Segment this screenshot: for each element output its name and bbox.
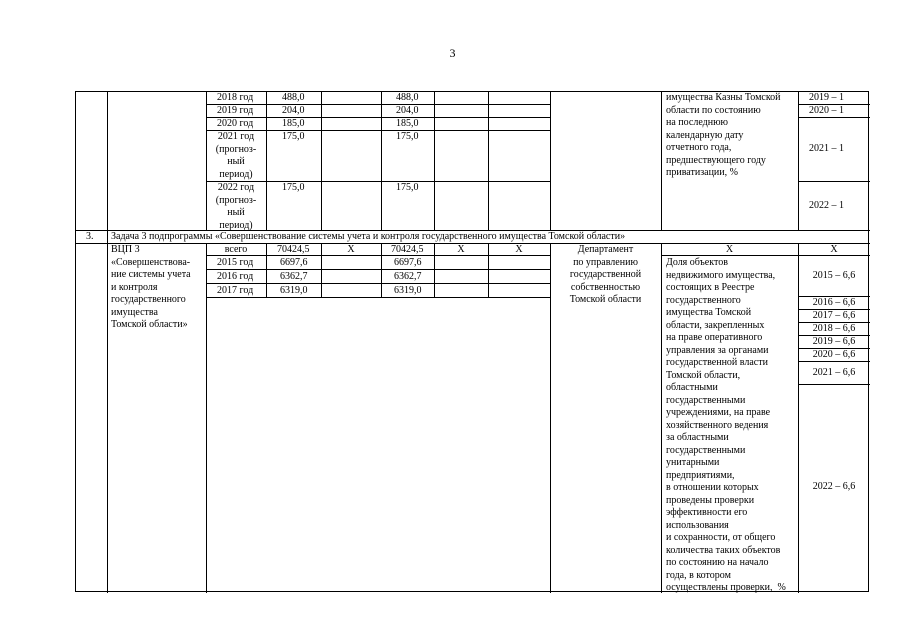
grid-line [798, 384, 870, 385]
task-title: Задача 3 подпрограммы «Совершенствование системы учета и контроля государственного имущества Томской области» [111, 231, 626, 242]
amount-total: 175,0 [282, 131, 305, 142]
amount-federal: Х [347, 244, 355, 255]
year-cell: 2019 год [217, 105, 254, 116]
program-name: ВЦП 3 «Совершенствова- ние системы учета и контроля государственного имущества Томской области» [111, 244, 191, 330]
grid-line [550, 92, 551, 231]
amount-total: 488,0 [282, 92, 305, 103]
grid-line [266, 92, 267, 231]
amount-total: 6697,6 [280, 257, 308, 268]
grid-line [381, 92, 382, 231]
grid-line [266, 243, 267, 298]
program-table [75, 91, 869, 592]
target-value: 2018 – 6,6 [812, 323, 856, 334]
grid-line [321, 92, 322, 231]
amount-regional: 175,0 [396, 182, 419, 193]
task-number: 3. [86, 231, 94, 242]
target-value: 2015 – 6,6 [812, 270, 856, 281]
amount-total: 204,0 [282, 105, 305, 116]
grid-line [206, 283, 550, 284]
year-cell: 2016 год [217, 271, 254, 282]
target-value: 2020 – 6,6 [812, 349, 856, 360]
page-number: 3 [449, 46, 456, 60]
indicator-head: Х [725, 244, 734, 255]
grid-line [798, 181, 870, 182]
target-value: 2021 – 1 [809, 143, 844, 154]
year-cell: 2020 год [217, 118, 254, 129]
amount-total: 6362,7 [280, 271, 308, 282]
grid-line [107, 92, 108, 593]
amount-other: Х [515, 244, 523, 255]
amount-regional: 70424,5 [391, 244, 424, 255]
target-value: 2020 – 1 [809, 105, 844, 116]
values-head: Х [830, 244, 838, 255]
grid-line [661, 92, 662, 231]
executor-name: Департамент по управлению государственной собственностью Томской области [569, 244, 642, 305]
grid-line [798, 92, 799, 231]
grid-line [488, 92, 489, 231]
year-cell: 2017 год [217, 285, 254, 296]
amount-regional: 204,0 [396, 105, 419, 116]
grid-line [434, 92, 435, 231]
grid-line [206, 243, 207, 593]
indicator-text: Доля объектов недвижимого имущества, состоящих в Реестре государственного имущества Томской области, закрепленных на праве оперативного управления за органами государственной власти Томской области, областными государственными учреждениями, на праве хозяйственного ведения за областными государственными унитарными предприятиями, в отношении которых проведены проверки эффективности его использования и сохранности, от общего количества таких объектов по состоянию на начало года, в котором осуществлены проверки, % [666, 257, 786, 593]
year-cell: 2021 год (прогноз- ный период) [215, 131, 257, 180]
amount-total: 70424,5 [277, 244, 310, 255]
grid-line [381, 243, 382, 298]
target-value: 2019 – 6,6 [812, 336, 856, 347]
target-value: 2019 – 1 [809, 92, 844, 103]
indicator-text: имущества Казны Томской области по состоянию на последнюю календарную дату отчетного года, предшествующего году приватизации, % [666, 92, 781, 178]
amount-regional: 175,0 [396, 131, 419, 142]
amount-local: Х [457, 244, 465, 255]
year-cell: 2022 год (прогноз- ный период) [215, 182, 257, 231]
amount-regional: 6319,0 [394, 285, 422, 296]
amount-total: 6319,0 [280, 285, 308, 296]
grid-line [206, 297, 550, 298]
amount-total: 185,0 [282, 118, 305, 129]
year-cell: 2015 год [217, 257, 254, 268]
target-value: 2017 – 6,6 [812, 310, 856, 321]
target-value: 2022 – 1 [809, 200, 844, 211]
amount-total: 175,0 [282, 182, 305, 193]
target-value: 2016 – 6,6 [812, 297, 856, 308]
target-value: 2021 – 6,6 [812, 367, 856, 378]
amount-regional: 6697,6 [394, 257, 422, 268]
amount-regional: 488,0 [396, 92, 419, 103]
amount-regional: 6362,7 [394, 271, 422, 282]
grid-line [661, 243, 662, 593]
year-cell: 2018 год [217, 92, 254, 103]
grid-line [206, 117, 550, 118]
total-label: всего [224, 244, 248, 255]
grid-line [206, 269, 550, 270]
grid-line [206, 104, 550, 105]
target-value: 2022 – 6,6 [812, 481, 856, 492]
amount-regional: 185,0 [396, 118, 419, 129]
